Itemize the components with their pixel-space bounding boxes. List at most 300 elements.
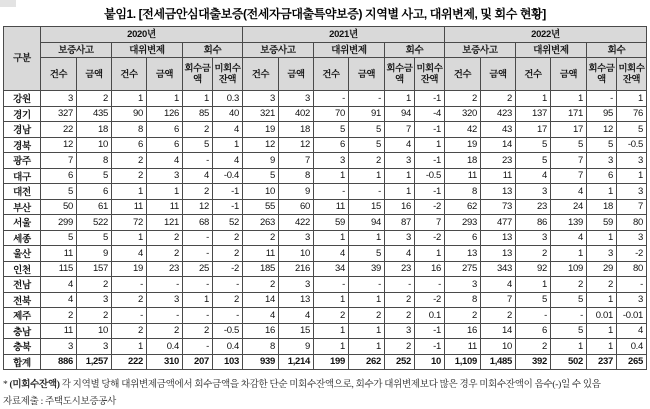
value-cell: 5	[587, 137, 617, 153]
value-cell: 4	[516, 168, 551, 184]
region-cell: 경기	[4, 106, 41, 122]
group-header: 회수	[587, 43, 647, 58]
value-cell: 1	[415, 137, 445, 153]
value-cell: 8	[445, 292, 481, 308]
value-cell: 4	[147, 153, 183, 169]
value-cell: 2	[385, 308, 415, 324]
value-cell: 121	[147, 215, 183, 231]
value-cell: 52	[213, 215, 243, 231]
value-cell: 886	[41, 354, 77, 370]
value-cell: -	[415, 277, 445, 293]
subcol-header: 금액	[77, 58, 112, 91]
value-cell: 392	[516, 354, 551, 370]
value-cell: 14	[243, 292, 279, 308]
value-cell: 12	[587, 122, 617, 138]
value-cell: 0.01	[587, 308, 617, 324]
group-header: 대위변제	[314, 43, 385, 58]
region-cell: 세종	[4, 230, 41, 246]
value-cell: 126	[147, 106, 183, 122]
footnote-marker: *	[3, 380, 8, 390]
value-cell: 1	[314, 168, 349, 184]
value-cell: 4	[314, 246, 349, 262]
value-cell: 7	[279, 153, 314, 169]
value-cell: 70	[314, 106, 349, 122]
value-cell: 10	[415, 354, 445, 370]
value-cell: 157	[77, 261, 112, 277]
value-cell: 0.3	[213, 91, 243, 107]
corner-header: 구분	[4, 27, 41, 91]
table-row	[4, 246, 647, 262]
value-cell: 8	[279, 168, 314, 184]
value-cell: 19	[243, 122, 279, 138]
value-cell: -	[213, 308, 243, 324]
value-cell: 6	[445, 230, 481, 246]
value-cell: 2	[481, 308, 516, 324]
value-cell: 7	[385, 122, 415, 138]
value-cell: 5	[617, 122, 647, 138]
value-cell: 4	[481, 277, 516, 293]
year-header: 2021년	[243, 27, 445, 43]
subcol-header: 건수	[445, 58, 481, 91]
value-cell: 2	[112, 292, 147, 308]
table-head	[4, 27, 647, 91]
value-cell: -	[516, 308, 551, 324]
value-cell: 29	[587, 261, 617, 277]
value-cell: 14	[481, 137, 516, 153]
value-cell: 3	[314, 153, 349, 169]
year-header: 2022년	[445, 27, 647, 43]
value-cell: -1	[213, 199, 243, 215]
value-cell: 5	[516, 153, 551, 169]
value-cell: -	[314, 277, 349, 293]
value-cell: 522	[77, 215, 112, 231]
region-cell: 제주	[4, 308, 41, 324]
value-cell: 2	[183, 184, 213, 200]
value-cell: 3	[77, 292, 112, 308]
value-cell: 1	[349, 323, 385, 339]
value-cell: 422	[279, 215, 314, 231]
value-cell: 23	[516, 199, 551, 215]
value-cell: 6	[147, 122, 183, 138]
value-cell: 1,257	[77, 354, 112, 370]
value-cell: 1,214	[279, 354, 314, 370]
value-cell: 9	[77, 246, 112, 262]
value-cell: 1	[183, 292, 213, 308]
value-cell: 6	[77, 184, 112, 200]
subcol-header: 건수	[243, 58, 279, 91]
value-cell: 12	[41, 137, 77, 153]
value-cell: 216	[279, 261, 314, 277]
value-cell: -2	[213, 261, 243, 277]
value-cell: -	[349, 184, 385, 200]
value-cell: 7	[41, 153, 77, 169]
value-cell: 5	[77, 168, 112, 184]
region-cell: 경남	[4, 122, 41, 138]
value-cell: 1	[349, 230, 385, 246]
value-cell: -2	[415, 292, 445, 308]
value-cell: 12	[243, 137, 279, 153]
value-cell: 16	[415, 261, 445, 277]
value-cell: 7	[415, 215, 445, 231]
value-cell: 43	[481, 122, 516, 138]
value-cell: -	[183, 153, 213, 169]
value-cell: -1	[415, 91, 445, 107]
value-cell: 13	[481, 246, 516, 262]
subcol-header: 건수	[41, 58, 77, 91]
value-cell: 1	[349, 292, 385, 308]
value-cell: 3	[587, 246, 617, 262]
value-cell: 2	[147, 230, 183, 246]
value-cell: 2	[587, 277, 617, 293]
value-cell: 6	[112, 137, 147, 153]
table-row	[4, 122, 647, 138]
subcol-header: 미회수잔액	[213, 58, 243, 91]
table-row	[4, 323, 647, 339]
value-cell: 5	[41, 230, 77, 246]
value-cell: 171	[551, 106, 587, 122]
value-cell: 1	[349, 168, 385, 184]
value-cell: 2	[385, 292, 415, 308]
value-cell: 80	[617, 261, 647, 277]
value-cell: 61	[77, 199, 112, 215]
value-cell: 2	[77, 91, 112, 107]
value-cell: 199	[314, 354, 349, 370]
value-cell: 2	[445, 91, 481, 107]
value-cell: 4	[112, 246, 147, 262]
value-cell: 1	[587, 292, 617, 308]
value-cell: -	[617, 277, 647, 293]
value-cell: 2	[112, 168, 147, 184]
value-cell: -	[147, 277, 183, 293]
value-cell: 2	[112, 153, 147, 169]
value-cell: 4	[551, 230, 587, 246]
value-cell: 17	[516, 122, 551, 138]
value-cell: 137	[516, 106, 551, 122]
value-cell: 5	[551, 137, 587, 153]
value-cell: 1	[551, 91, 587, 107]
value-cell: -	[112, 277, 147, 293]
source-line: 자료제출 : 주택도시보증공사	[3, 397, 117, 407]
value-cell: 299	[41, 215, 77, 231]
value-cell: 72	[112, 215, 147, 231]
value-cell: 0.4	[617, 339, 647, 355]
subcol-header: 회수금액	[385, 58, 415, 91]
value-cell: 15	[349, 199, 385, 215]
value-cell: 11	[243, 246, 279, 262]
value-cell: 13	[481, 230, 516, 246]
value-cell: 115	[41, 261, 77, 277]
table-row	[4, 106, 647, 122]
value-cell: 18	[445, 153, 481, 169]
scroll-corner-artifact	[0, 0, 16, 7]
value-cell: 2	[445, 308, 481, 324]
value-cell: 1	[551, 246, 587, 262]
subcol-header: 회수금액	[587, 58, 617, 91]
value-cell: 2	[243, 277, 279, 293]
value-cell: 320	[445, 106, 481, 122]
value-cell: 103	[213, 354, 243, 370]
value-cell: 10	[279, 246, 314, 262]
value-cell: 19	[445, 137, 481, 153]
value-cell: 3	[617, 184, 647, 200]
value-cell: -	[349, 277, 385, 293]
value-cell: 95	[587, 106, 617, 122]
value-cell: -	[183, 246, 213, 262]
value-cell: 1	[587, 184, 617, 200]
value-cell: 10	[77, 323, 112, 339]
value-cell: 252	[385, 354, 415, 370]
value-cell: 327	[41, 106, 77, 122]
value-cell: 1	[587, 323, 617, 339]
table-row	[4, 277, 647, 293]
value-cell: 6	[516, 323, 551, 339]
value-cell: 87	[385, 215, 415, 231]
value-cell: 6	[41, 168, 77, 184]
value-cell: -1	[415, 323, 445, 339]
value-cell: 16	[445, 323, 481, 339]
value-cell: 1	[349, 339, 385, 355]
value-cell: 60	[279, 199, 314, 215]
value-cell: -1	[415, 339, 445, 355]
value-cell: 4	[213, 153, 243, 169]
value-cell: 9	[279, 184, 314, 200]
value-cell: 5	[183, 137, 213, 153]
value-cell: 185	[243, 261, 279, 277]
value-cell: 7	[617, 199, 647, 215]
value-cell: 5	[516, 137, 551, 153]
value-cell: 3	[279, 230, 314, 246]
value-cell: 1,485	[481, 354, 516, 370]
value-cell: 1	[183, 91, 213, 107]
table-row	[4, 199, 647, 215]
value-cell: -	[314, 184, 349, 200]
value-cell: 11	[445, 339, 481, 355]
footnote	[3, 376, 650, 390]
value-cell: 275	[445, 261, 481, 277]
value-cell: 1	[314, 339, 349, 355]
footnote-term: (미회수잔액)	[9, 380, 60, 390]
subcol-header: 미회수잔액	[415, 58, 445, 91]
value-cell: 2	[183, 122, 213, 138]
value-cell: 7	[481, 292, 516, 308]
value-cell: 1	[112, 91, 147, 107]
value-cell: 4	[213, 122, 243, 138]
value-cell: 2	[213, 292, 243, 308]
value-cell: 1	[587, 339, 617, 355]
value-cell: 1	[516, 91, 551, 107]
value-cell: 14	[481, 323, 516, 339]
value-cell: 13	[445, 246, 481, 262]
value-cell: 3	[41, 91, 77, 107]
value-cell: -1	[415, 122, 445, 138]
value-cell: 222	[112, 354, 147, 370]
value-cell: 50	[41, 199, 77, 215]
value-cell: -0.01	[617, 308, 647, 324]
value-cell: 73	[481, 199, 516, 215]
value-cell: 1	[213, 137, 243, 153]
value-cell: 34	[314, 261, 349, 277]
value-cell: 435	[77, 106, 112, 122]
value-cell: 4	[551, 184, 587, 200]
total-row	[4, 354, 647, 370]
subcol-header: 금액	[147, 58, 183, 91]
value-cell: 2	[213, 230, 243, 246]
value-cell: -	[213, 277, 243, 293]
value-cell: 59	[314, 215, 349, 231]
value-cell: 343	[481, 261, 516, 277]
value-cell: -	[183, 277, 213, 293]
value-cell: 477	[481, 215, 516, 231]
value-cell: -	[587, 91, 617, 107]
value-cell: 321	[243, 106, 279, 122]
subcol-header: 건수	[516, 58, 551, 91]
group-header: 회수	[385, 43, 445, 58]
value-cell: 18	[587, 199, 617, 215]
value-cell: 16	[385, 199, 415, 215]
value-cell: 5	[551, 292, 587, 308]
region-cell: 울산	[4, 246, 41, 262]
value-cell: 3	[617, 292, 647, 308]
value-cell: -0.4	[213, 168, 243, 184]
value-cell: 8	[112, 122, 147, 138]
value-cell: 5	[41, 184, 77, 200]
value-cell: 2	[147, 323, 183, 339]
region-cell: 합계	[4, 354, 41, 370]
subcol-header: 금액	[279, 58, 314, 91]
region-cell: 전북	[4, 292, 41, 308]
group-header: 보증사고	[445, 43, 516, 58]
value-cell: 3	[147, 168, 183, 184]
subcol-header: 미회수잔액	[617, 58, 647, 91]
value-cell: 3	[147, 292, 183, 308]
value-cell: 86	[516, 215, 551, 231]
region-cell: 인천	[4, 261, 41, 277]
value-cell: 16	[243, 323, 279, 339]
group-header: 보증사고	[243, 43, 314, 58]
value-cell: 4	[617, 323, 647, 339]
value-cell: 402	[279, 106, 314, 122]
value-cell: -	[183, 339, 213, 355]
value-cell: 3	[617, 230, 647, 246]
value-cell: 3	[617, 153, 647, 169]
value-cell: 2	[516, 246, 551, 262]
value-cell: 8	[77, 153, 112, 169]
value-cell: -1	[415, 153, 445, 169]
value-cell: 3	[279, 91, 314, 107]
group-header: 회수	[183, 43, 243, 58]
table-row	[4, 168, 647, 184]
value-cell: 39	[349, 261, 385, 277]
value-cell: 3	[516, 230, 551, 246]
value-cell: 263	[243, 215, 279, 231]
value-cell: 5	[551, 323, 587, 339]
value-cell: 3	[385, 323, 415, 339]
value-cell: 2	[183, 323, 213, 339]
value-cell: 12	[183, 199, 213, 215]
value-cell: 2	[349, 153, 385, 169]
value-cell: 12	[279, 137, 314, 153]
table-row	[4, 153, 647, 169]
value-cell: 13	[481, 184, 516, 200]
value-cell: 1	[112, 339, 147, 355]
region-cell: 전남	[4, 277, 41, 293]
value-cell: -	[314, 91, 349, 107]
region-status-table	[3, 26, 647, 370]
value-cell: 55	[243, 199, 279, 215]
subcol-header: 금액	[481, 58, 516, 91]
region-cell: 대전	[4, 184, 41, 200]
value-cell: -2	[415, 199, 445, 215]
value-cell: 10	[243, 184, 279, 200]
table-row	[4, 215, 647, 231]
value-cell: 5	[349, 137, 385, 153]
value-cell: 3	[587, 153, 617, 169]
value-cell: 18	[279, 122, 314, 138]
region-cell: 서울	[4, 215, 41, 231]
value-cell: 5	[314, 122, 349, 138]
value-cell: 2	[516, 339, 551, 355]
value-cell: 2	[243, 230, 279, 246]
value-cell: 4	[243, 308, 279, 324]
value-cell: 5	[516, 292, 551, 308]
value-cell: 10	[77, 137, 112, 153]
value-cell: 23	[481, 153, 516, 169]
subcol-header: 건수	[112, 58, 147, 91]
value-cell: 3	[385, 153, 415, 169]
value-cell: 109	[551, 261, 587, 277]
value-cell: 4	[279, 308, 314, 324]
value-cell: 1	[587, 230, 617, 246]
value-cell: -	[147, 308, 183, 324]
value-cell: 40	[213, 106, 243, 122]
value-cell: 25	[183, 261, 213, 277]
value-cell: 2	[481, 91, 516, 107]
value-cell: 4	[385, 246, 415, 262]
region-cell: 광주	[4, 153, 41, 169]
value-cell: 6	[314, 137, 349, 153]
value-cell: 1	[385, 168, 415, 184]
value-cell: -	[183, 308, 213, 324]
value-cell: 1	[415, 246, 445, 262]
value-cell: 15	[279, 323, 314, 339]
value-cell: 2	[41, 308, 77, 324]
value-cell: 2	[147, 246, 183, 262]
value-cell: 10	[481, 339, 516, 355]
value-cell: -2	[617, 246, 647, 262]
value-cell: 237	[587, 354, 617, 370]
value-cell: 85	[183, 106, 213, 122]
table-row	[4, 230, 647, 246]
value-cell: 94	[385, 106, 415, 122]
value-cell: 262	[349, 354, 385, 370]
value-cell: 1	[617, 91, 647, 107]
group-header: 보증사고	[41, 43, 112, 58]
subcol-header: 금액	[551, 58, 587, 91]
value-cell: 11	[445, 168, 481, 184]
value-cell: 207	[183, 354, 213, 370]
value-cell: 18	[77, 122, 112, 138]
value-cell: 92	[516, 261, 551, 277]
value-cell: 2	[349, 308, 385, 324]
value-cell: 1	[617, 168, 647, 184]
value-cell: -	[112, 308, 147, 324]
value-cell: 2	[314, 308, 349, 324]
value-cell: 1,109	[445, 354, 481, 370]
value-cell: 3	[77, 339, 112, 355]
value-cell: 23	[147, 261, 183, 277]
value-cell: -1	[213, 184, 243, 200]
subcol-header: 회수금액	[183, 58, 213, 91]
